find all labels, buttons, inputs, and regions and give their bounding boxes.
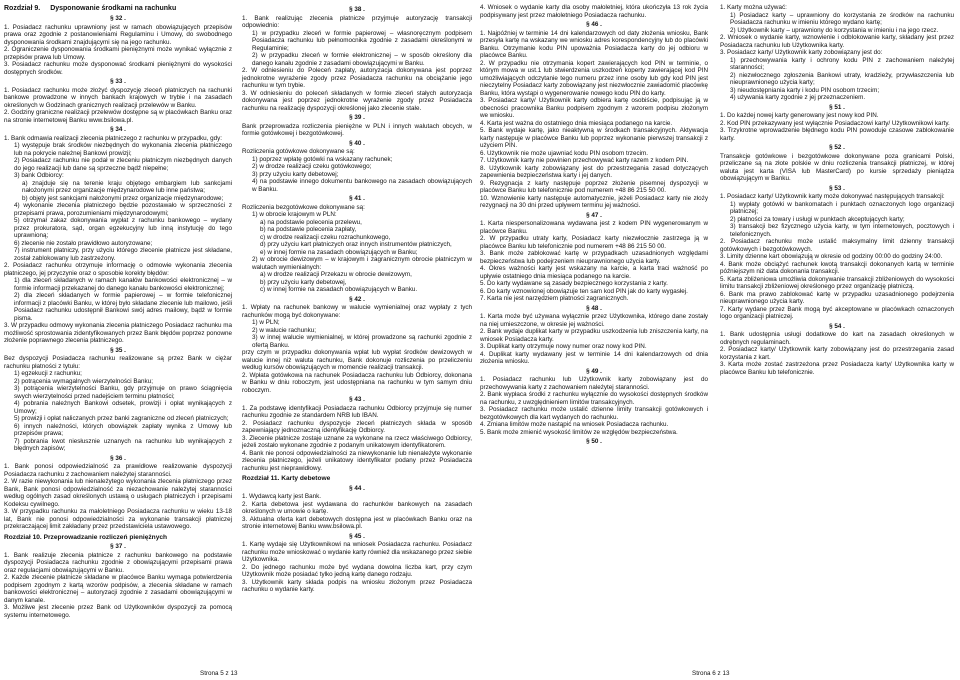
list-subitem: e) w innej formie na zasadach obowiązujących w Banku; — [260, 248, 418, 256]
list-item: 1) wypłaty gotówki w bankomatach i punktach oznaczonych logo organizacji płatniczej; — [730, 200, 954, 215]
paragraph: 3. Karta może zostać zastrzeżona przez Posiadacza karty/ Użytkownika karty w placówce Banku lub telefonicznie. — [720, 361, 954, 376]
paragraph: 8. Użytkownik karty zobowiązany jest do przestrzegania zasad dotyczących zapewnienia bezpieczeństwa karty i jej danych. — [480, 164, 708, 179]
list-item: 3) potrącenia wierzytelności Banku, gdy przyjmuje on prawo ściągnięcia swych wierzytelności przed nadejściem terminu płatności; — [14, 385, 232, 400]
list-item: 2) Posiadacz rachunku nie podał w zleceniu płatniczym niezbędnych danych do jego realizacji lub dane są sprzeczne bądź niepełne; — [14, 157, 232, 172]
list-subitem: b) przy użyciu karty debetowej, — [260, 278, 347, 286]
paragraph: Transakcje gotówkowe i bezgotówkowe dokonywane poza granicami Polski, przeliczane są na złote polskie w dniu rozliczenia transakcji płatniczej, w której waluta jest karta (VISA lub MasterCard) po kursie sprzedaży pieniądza obowiązującym w Banku. — [720, 152, 954, 182]
paragraph: 1. Kartę wydaje się Użytkownikowi na wniosek Posiadacza rachunku. Posiadacz rachunku może wnioskować o wydanie karty również dla wskazanego przez siebie Użytkownika. — [242, 541, 472, 563]
paragraph: 6. Bank ma prawo zablokować kartę w przypadku uzasadnionego podejrzenia nieuprawnionego użycia karty. — [720, 290, 954, 305]
list-item: 2) w walucie rachunku; — [252, 326, 317, 334]
paragraph: Bez dyspozycji Posiadacza rachunku realizowane są przez Bank w ciężar rachunku płatności z tytułu: — [4, 355, 232, 370]
paragraph: 2. W przypadku nie otrzymania kopert zawierających kod PIN w terminie, o którym mowa w ust.1 lub stwierdzenia uszkodzeń koperty zawierającej kod PIN umożliwiających odczytanie tego numeru przez inne osoby lub gdy kod PIN jest nieczytelny Posiadacz karty zobowiązany jest niezwłocznie zawiadomić placówkę Banku, która wystąpi o wygenerowanie nowego kodu PIN do karty. — [480, 59, 708, 97]
list-item: 3) transakcji bez fizycznego użycia karty, w tym internetowych, pocztowych i telefonicznych. — [730, 223, 954, 238]
paragraph: 2. Wniosek o wydanie karty, wznowienie i odblokowanie karty, składany jest przez Posiadacza rachunku lub Użytkownika karty. — [720, 34, 954, 49]
article-number: § 33 . — [110, 78, 126, 85]
list-item: 2) Użytkownik karty – uprawniony do korzystania w imieniu i na jego rzecz. — [730, 26, 939, 34]
paragraph: 4. Okres ważności karty jest wskazany na karcie, a karta traci ważność po upływie ostatniego dnia miesiąca podanego na karcie. — [480, 265, 708, 280]
paragraph: 4. Wniosek o wydanie karty dla osoby małoletniej, która ukończyła 13 rok życia podpisywany jest przez małoletniego Posiadacza rachunku. — [480, 4, 708, 19]
paragraph: Rozliczenia bezgotówkowe dokonywane są: — [242, 203, 365, 211]
paragraph: 2. Do jednego rachunku może być wydana dowolna liczba kart, przy czym Użytkownik może posiadać tylko jedną kartę danego rodzaju. — [242, 563, 472, 578]
list-item: 1) poprzez wpłatę gotówki na wskazany rachunek; — [252, 155, 393, 163]
list-item: 2) niezwłocznego zgłoszenia Bankowi utraty, kradzieży, przywłaszczenia lub nieuprawnionego użycia karty; — [730, 71, 954, 86]
paragraph: 1. Bank odmawia realizacji zlecenia płatniczego z rachunku w przypadku, gdy: — [4, 134, 223, 142]
paragraph: 2. Bank wypłaca środki z rachunku wyłącznie do wysokości dostępnych środków na rachunku, z uwzględnieniem limitów transakcyjnych. — [480, 391, 708, 406]
column-b-body — [242, 6, 472, 594]
paragraph: 2. Posiadacz karty/ Użytkownik karty zobowiązany jest do przestrzegania zasad korzystania z kart. — [720, 346, 954, 361]
article-number: § 52 . — [829, 144, 845, 151]
column-a-body — [4, 15, 232, 619]
paragraph: 1. Bank realizuje zlecenia płatnicze z rachunku bankowego na podstawie dyspozycji Posiadacza rachunku zgodnie z obowiązującymi przepisami prawa oraz regulacjami obowiązującymi w Banku. — [4, 551, 232, 574]
paragraph: 2. Ograniczenie dysponowania środkami pieniężnymi może wynikać wyłącznie z przepisów prawa lub Umowy. — [4, 46, 232, 61]
list-item: 3) bank Odbiorcy: — [14, 172, 64, 179]
paragraph: 5. Bank wydaje kartę, jako nieaktywną w środkach transakcyjnych. Aktywacja karty następuje w placówce Banku lub poprzez wykonanie pierwszej transakcji z użyciem PIN. — [480, 127, 708, 149]
paragraph: 3. Trzykrotne wprowadzenie błędnego kodu PIN powoduje czasowe zablokowanie karty. — [720, 127, 954, 142]
list-item: 1) egzekucji z rachunku; — [14, 370, 82, 377]
paragraph: 3. W przypadku rachunku za małoletniego Posiadacza rachunku w wieku 13-18 lat, Bank nie ponosi odpowiedzialności za wykonanie transakcji płatniczej przekraczającej limit zakładany przez przedstawiciela ustawowego. — [4, 508, 232, 530]
paragraph: 2. Wpłata gotówkowa na rachunek Posiadacza rachunku lub Odbiorcy, dokonana w Banku w dniu roboczym, jest udostępniana na rachunku w tym samym dniu roboczym. — [242, 371, 472, 394]
paragraph: 3. Użytkownik karty składa podpis na wniosku złożonym przez Posiadacza rachunku o wydanie karty. — [242, 578, 472, 593]
article-number: § 39 . — [349, 114, 365, 121]
list-subitem: a) na podstawie polecenia przelewu, — [260, 218, 362, 226]
article-number: § 42 . — [349, 295, 365, 303]
page-number-right: Strona 6 z 13 — [692, 670, 730, 677]
list-item: 4) pobrania należnych Bankowi odsetek, prowizji i opłat wynikających z Umowy; — [14, 400, 232, 415]
chapter-number: Rozdział 9. — [4, 5, 41, 12]
paragraph: 1. Bank ponosi odpowiedzialność za prawidłowe realizowanie dyspozycji Posiadacza rachunku z zachowaniem należytej staranności. — [4, 463, 232, 478]
article-number: § 50 . — [586, 438, 602, 445]
column-a — [4, 4, 232, 666]
article-number: § 47 . — [586, 211, 602, 219]
paragraph: 5. Do karty wydawane są zasady bezpiecznego korzystania z karty. — [480, 280, 668, 287]
paragraph: Rozliczenia gotówkowe dokonywane są: — [242, 148, 355, 155]
paragraph: 4. Duplikat karty wydawany jest w terminie 14 dni kalendarzowych od dnia złożenia wniosku. — [480, 350, 708, 365]
list-item: 1) w PLN; — [252, 319, 280, 326]
article-number: § 34 . — [110, 126, 126, 133]
paragraph: 1. Posiadacz karty/ Użytkownik karty może dokonywać następujących transakcji: — [720, 193, 945, 200]
paragraph: 3. Posiadacz rachunku może ustalić dzienne limity transakcji gotówkowych i bezgotówkowych dla kart wydanych do rachunku. — [480, 406, 708, 421]
paragraph: Bank przeprowadza rozliczenia pieniężne w PLN i innych walutach obcych, w formie gotówkowej i bezgotówkowej. — [242, 122, 472, 137]
list-item: 3) nieudostępniania karty i kodu PIN osobom trzecim; — [730, 86, 880, 94]
paragraph: 2. Karta debetowa jest wydawana do rachunków bankowych na zasadach określonych w umowie o kartę. — [242, 500, 472, 515]
list-item: 1) dla zleceń składanych w ramach kanałów bankowości elektronicznej – w formie informacji przekazanej do danego kanału bankowości elektronicznej; — [14, 277, 232, 292]
list-item: 5) otrzymał zakaz dokonywania wypłat z rachunku bankowego – wydany przez prokuratora, sąd, organ egzekucyjny lub inną instytucję do tego uprawnioną; — [14, 217, 232, 239]
chapter-header — [4, 4, 232, 13]
paragraph: 1. Wpłaty na rachunek bankowy w walucie wymienialnej oraz wypłaty z tych rachunków mogą być dokonywane: — [242, 304, 472, 319]
article-number: § 54 . — [829, 322, 845, 330]
list-item: 3) w innej walucie wymienialnej, w której prowadzone są rachunki zgodnie z ofertą Banku. — [252, 334, 472, 349]
article-number: § 38 . — [349, 6, 365, 13]
paragraph: 5. Bank może zmienić wysokość limitów ze względów bezpieczeństwa. — [480, 428, 678, 436]
paragraph: 1. Karty można używać: — [720, 4, 787, 11]
list-item: 1) występuje brak środków niezbędnych do wykonania zlecenia płatniczego lub na pokrycie należnej Bankowi prowizji; — [14, 142, 232, 157]
list-item: 2) w obrocie dewizowym – w krajowym i zagranicznym obrocie płatniczym w walutach wymienialnych: — [252, 256, 472, 271]
list-item: 2) płatności za towary i usługi w punktach akceptujących karty; — [730, 215, 905, 223]
list-item: 2) dla zleceń składanych w formie papierowej – w formie telefonicznej informacji z placówki Banku, w której było składane zlecenie lub mailowo, jeśli Posiadacz rachunku udostępnił Bankowi swój adres mailowy, bądź w formie pisma. — [14, 292, 232, 322]
chapter-title: Dysponowanie środkami na rachunku — [50, 5, 177, 12]
paragraph: 4. Bank może obciążyć rachunek kwotą transakcji dokonanych kartą w terminie późniejszym niż data dokonania transakcji. — [720, 260, 954, 275]
paragraph: 4. Zmiana limitów może nastąpić na wniosek Posiadacza rachunku. — [480, 421, 669, 428]
paragraph: 3. Możliwe jest zlecenie przez Bank od Użytkowników dyspozycji za pomocą systemu internetowego. — [4, 604, 232, 619]
paragraph: 3. Posiadacz karty/ Użytkownik karty zobowiązany jest do: — [720, 49, 883, 56]
paragraph: 3. W przypadku odmowy wykonania zlecenia płatniczego Posiadacz rachunku ma możliwość sprostowania zidentyfikowanych przez Bank błędów poprzez ponowne złożenie poprawnego zlecenia płatniczego. — [4, 322, 232, 344]
paragraph: 1. Posiadacz rachunku może złożyć dyspozycję zleceń płatniczych na rachunki bankowe prowadzone w innych bankach krajowych w trybie i na zasadach określonych w Godzinach granicznych realizacji przelewów w Banku. — [4, 86, 232, 109]
list-item: 6) zlecenie nie zostało prawidłowo autoryzowane; — [14, 239, 153, 247]
article-number: § 35 . — [110, 346, 126, 354]
paragraph: 3. Bank może zablokować kartę w przypadkach uzasadnionych względami bezpieczeństwa lub podejrzeniem nieuprawnionego użycia karty. — [480, 250, 708, 265]
article-number: § 40 . — [349, 139, 365, 147]
list-item: 4) używania karty zgodnie z jej przeznaczeniem. — [730, 94, 866, 101]
paragraph: 3. Posiadacz rachunku może dysponować środkami pieniężnymi do wysokości dostępnych środków. — [4, 61, 232, 76]
page-number-left: Strona 5 z 13 — [200, 670, 238, 677]
paragraph: 2. Godziny graniczne realizacji przelewów dostępne są w placówkach Banku oraz na stronie internetowej Banku www.bsilowa.pl. — [4, 109, 232, 124]
paragraph: 5. Karta zbliżeniowa umożliwia dokonywanie transakcji zbliżeniowych do wysokości limitu transakcji zbliżeniowej określonego przez organizację płatniczą. — [720, 275, 954, 290]
list-item: 4) wykonanie zlecenia płatniczego będzie pozostawało w sprzeczności z przepisami prawa, porozumieniami międzynarodowymi; — [14, 202, 232, 217]
paragraph: 2. Każde zlecenie płatnicze składane w placówce Banku wymaga potwierdzenia podpisem zgodnym z kartą wzorów podpisów, a zlecenia składane w ramach bankowości elektronicznej – autoryzacji zgodnie z zasadami obowiązującymi w danym kanale. — [4, 574, 232, 604]
article-number: § 45 . — [349, 532, 365, 540]
paragraph: 9. Rezygnacja z karty następuje poprzez złożenie pisemnej dyspozycji w placówce Banku lub telefonicznie pod numerem +48 86 215 50 00. — [480, 179, 708, 194]
paragraph: 3. Posiadacz karty/ Użytkownik karty odbiera kartę osobiście, podpisując ją w obecności pracownika Banku podpisem zgodnym z wzorem podpisu złożonym we wniosku. — [480, 97, 708, 119]
list-item: 1) przechowywania karty i ochrony kodu PIN z zachowaniem należytej staranności; — [730, 56, 954, 71]
list-item: 6) innych należności, których obowiązek zapłaty wynika z Umowy lub przepisów prawa; — [14, 422, 232, 437]
list-item: 1) w obrocie krajowym w PLN: — [252, 211, 337, 218]
list-item: 7) pobrania kwot niesłusznie uznanych na rachunku lub wynikających z błędnych zapisów; — [14, 437, 232, 452]
column-b — [242, 4, 472, 666]
list-item: 1) w przypadku zleceń w formie papierowej – własnoręcznym podpisem Posiadacza rachunku lub pełnomocnika zgodnie z zasadami określonymi w Regulaminie; — [252, 29, 472, 52]
list-subitem: a) znajduje się na terenie kraju objętego embargiem lub sankcjami nałożonymi przez organizacje międzynarodowe lub inne państwa; — [22, 179, 232, 194]
paragraph: 2. Kod PIN przekazywany jest wyłącznie Posiadaczowi karty/ Użytkownikowi karty. — [720, 119, 950, 127]
paragraph: 1. Posiadacz rachunku lub Użytkownik karty zobowiązany jest do przechowywania karty z zachowaniem należytej staranności. — [480, 376, 708, 391]
article-number: § 43 . — [349, 396, 365, 403]
list-item: 5) prowizji i opłat naliczanych przez banki zagraniczne od zleceń płatniczych; — [14, 415, 229, 422]
paragraph: 1. Bank udostępnia usługi dodatkowe do kart na zasadach określonych w odrębnych regulaminach. — [720, 331, 954, 346]
list-subitem: c) w innej formie na zasadach obowiązujących w Banku. — [260, 286, 418, 293]
list-subitem: d) przy użyciu kart płatniczych oraz innych instrumentów płatniczych, — [260, 241, 452, 248]
list-subitem: a) w drodze realizacji Przekazu w obrocie dewizowym, — [260, 271, 412, 278]
list-subitem: b) na podstawie polecenia zapłaty, — [260, 226, 357, 233]
list-item: 2) w drodze realizacji czeku gotówkowego; — [252, 163, 372, 170]
paragraph: 2. Posiadacz rachunku może ustalić maksymalny limit dzienny transakcji gotówkowych i bezgotówkowych. — [720, 238, 954, 253]
paragraph: 1. Bank realizując zlecenia płatnicze przyjmuje autoryzację transakcji odpowiednio: — [242, 14, 472, 29]
paragraph: 4. Bank nie ponosi odpowiedzialności za niewykonanie lub nienależyte wykonanie zlecenia płatniczego, jeżeli unikatowy identyfikator podany przez Posiadacza rachunku jest nieprawidłowy. — [242, 449, 472, 472]
paragraph: 3. Limity dzienne kart obowiązują w okresie od godziny 00:00 do godziny 24:00. — [720, 253, 943, 260]
column-c — [480, 4, 708, 666]
paragraph: 7. Karty wydane przez Bank mogą być akceptowane w placówkach oznaczonych logo organizacji płatniczej. — [720, 305, 954, 320]
paragraph: 6. Do karty wznowionej obowiązuje ten sam kod PIN jak do karty wygasłej. — [480, 287, 688, 295]
paragraph: 1. Posiadacz rachunku uprawniony jest w ramach obowiązujących przepisów prawa oraz zgodnie z postanowieniami Regulaminu i Umowy, do swobodnego dysponowania środkami znajdującymi się na jego rachunku. — [4, 23, 232, 46]
list-subitem: b) objęty jest sankcjami nałożonymi przez organizacje międzynarodowe; — [22, 194, 224, 202]
article-number: § 48 . — [586, 304, 602, 312]
paragraph: 1. Karta niespersonalizowana wydawana jest z kodem PIN wygenerowanym w placówce Banku. — [480, 220, 708, 235]
list-item: 2) w przypadku zleceń w formie elektronicznej – w sposób określony dla danego kanału zgodnie z zasadami obowiązującymi w Banku. — [252, 52, 472, 67]
list-item: 2) potrącenia wymagalnych wierzytelności Banku; — [14, 377, 153, 385]
list-item: 1) Posiadacz karty – uprawniony do korzystania ze środków na rachunku Posiadacza rachunku w imieniu którego wydano kartę; — [730, 11, 954, 26]
paragraph: 3. Aktualna oferta kart debetowych dostępna jest w placówkach Banku oraz na stronie internetowej Banku www.bsilowa.pl. — [242, 515, 472, 530]
paragraph: przy czym w przypadku dokonywania wpłat lub wypłat środków dewizowych w walucie innej niż waluta rachunku, Bank dokonuje rozliczenia po przeliczeniu według kursów obowiązujących w momencie realizacji transakcji. — [242, 349, 472, 371]
paragraph: 10. Wznowienie karty następuje automatycznie, jeżeli Posiadacz karty nie złoży rezygnacji na 30 dni przed upływem terminu jej ważności. — [480, 194, 708, 209]
list-item: 3) przy użyciu karty debetowej; — [252, 170, 339, 178]
paragraph: 1. Za podstawę identyfikacji Posiadacza rachunku Odbiorcy przyjmuje się numer rachunku zgodnie ze standardem NRB lub IBAN. — [242, 404, 472, 419]
paragraph: 7. Karta nie jest narzędziem płatności zagranicznych. — [480, 295, 629, 302]
paragraph: 1. Do każdej nowej karty generowany jest nowy kod PIN. — [720, 112, 879, 119]
paragraph: 2. W odniesieniu do Poleceń zapłaty, autoryzacja dokonywana jest poprzez jednokrotne wyrażenie zgody przez Posiadacza rachunku na obciążanie jego rachunku w tym trybie. — [242, 67, 472, 89]
paragraph: 4. Karta jest ważna do ostatniego dnia miesiąca podanego na karcie. — [480, 119, 673, 127]
column-c-body — [480, 4, 708, 446]
column-d-body — [720, 4, 954, 376]
paragraph: 2. W razie niewykonania lub nienależytego wykonania zlecenia płatniczego przez Bank, Bank ponosi odpowiedzialność za niezachowanie należytej staranności według ogólnych zasad określonych ustawą o usługach płatniczych i przepisami Kodeksu cywilnego. — [4, 478, 232, 508]
list-subitem: c) w drodze realizacji czeku rozrachunkowego, — [260, 233, 391, 241]
paragraph: 3. Duplikat karty otrzymuje nowy numer oraz nowy kod PIN. — [480, 343, 647, 350]
paragraph: 1. Karta może być używana wyłącznie przez Użytkownika, którego dane zostały na niej umieszczone, w okresie jej ważności. — [480, 313, 708, 328]
article-number: § 53 . — [829, 184, 845, 192]
paragraph: 7. Użytkownik karty nie powinien przechowywać karty razem z kodem PIN. — [480, 157, 689, 164]
article-number: § 32 . — [110, 15, 126, 22]
section-heading: Rozdział 11. Karty debetowe — [242, 475, 331, 482]
article-number: § 44 . — [349, 484, 365, 492]
paragraph: 1. Wydawcą karty jest Bank. — [242, 493, 322, 500]
paragraph: 3. W odniesieniu do poleceń składanych w formie zleceń stałych autoryzacja dokonywana jest poprzez jednokrotne wyrażenie zgody przez Posiadacza rachunku na realizację dyspozycji określonej jako zlecenie stałe. — [242, 89, 472, 112]
paragraph: 2. W przypadku utraty karty, Posiadacz karty niezwłocznie zastrzega ją w placówce Banku lub telefonicznie pod numerem +48 86 215 50 00. — [480, 235, 708, 250]
article-number: § 37 . — [110, 543, 126, 550]
section-heading: Rozdział 10. Przeprowadzanie rozliczeń pieniężnych — [4, 533, 168, 541]
article-number: § 51 . — [829, 103, 845, 111]
list-item: 4) na podstawie innego dokumentu bankowego na zasadach obowiązujących w Banku. — [252, 178, 472, 193]
article-number: § 41 . — [349, 195, 365, 202]
article-number: § 46 . — [586, 21, 602, 28]
paragraph: 2. Bank wydaje duplikat karty w przypadku uszkodzenia lub zniszczenia karty, na wniosek Posiadacza karty. — [480, 328, 708, 343]
column-d — [720, 4, 954, 666]
paragraph: 1. Najpóźniej w terminie 14 dni kalendarzowych od daty złożenia wniosku, Bank przesyła kartę na wskazany we wniosku adres korespondencyjny lub do placówki Banku. Otrzymanie kodu PIN upoważnia Posiadacza karty do jej odbioru w placówce Banku. — [480, 29, 708, 59]
paragraph: 2. Posiadacz rachunku dyspozycje zleceń płatniczych składa w sposób zapewniający jednoznaczną identyfikację Odbiorcy. — [242, 419, 472, 434]
list-item: 7) instrument płatniczy, przy użyciu którego zlecenie płatnicze jest składane, został zablokowany lub zastrzeżony. — [14, 247, 232, 262]
paragraph: 2. Posiadacz rachunku otrzymuje informację o odmowie wykonania zlecenia płatniczego, jej przyczynie oraz o sposobie korekty błędów: — [4, 262, 232, 277]
paragraph: 3. Zlecenie płatnicze zostaje uznane za wykonane na rzecz właściwego Odbiorcy, jeżeli zostało wykonane zgodnie z podanym unikatowym identyfikatorem. — [242, 434, 472, 449]
article-number: § 36 . — [110, 454, 126, 462]
paragraph: 6. Użytkownik nie może ujawniać kodu PIN osobom trzecim. — [480, 149, 648, 157]
article-number: § 49 . — [586, 367, 602, 375]
